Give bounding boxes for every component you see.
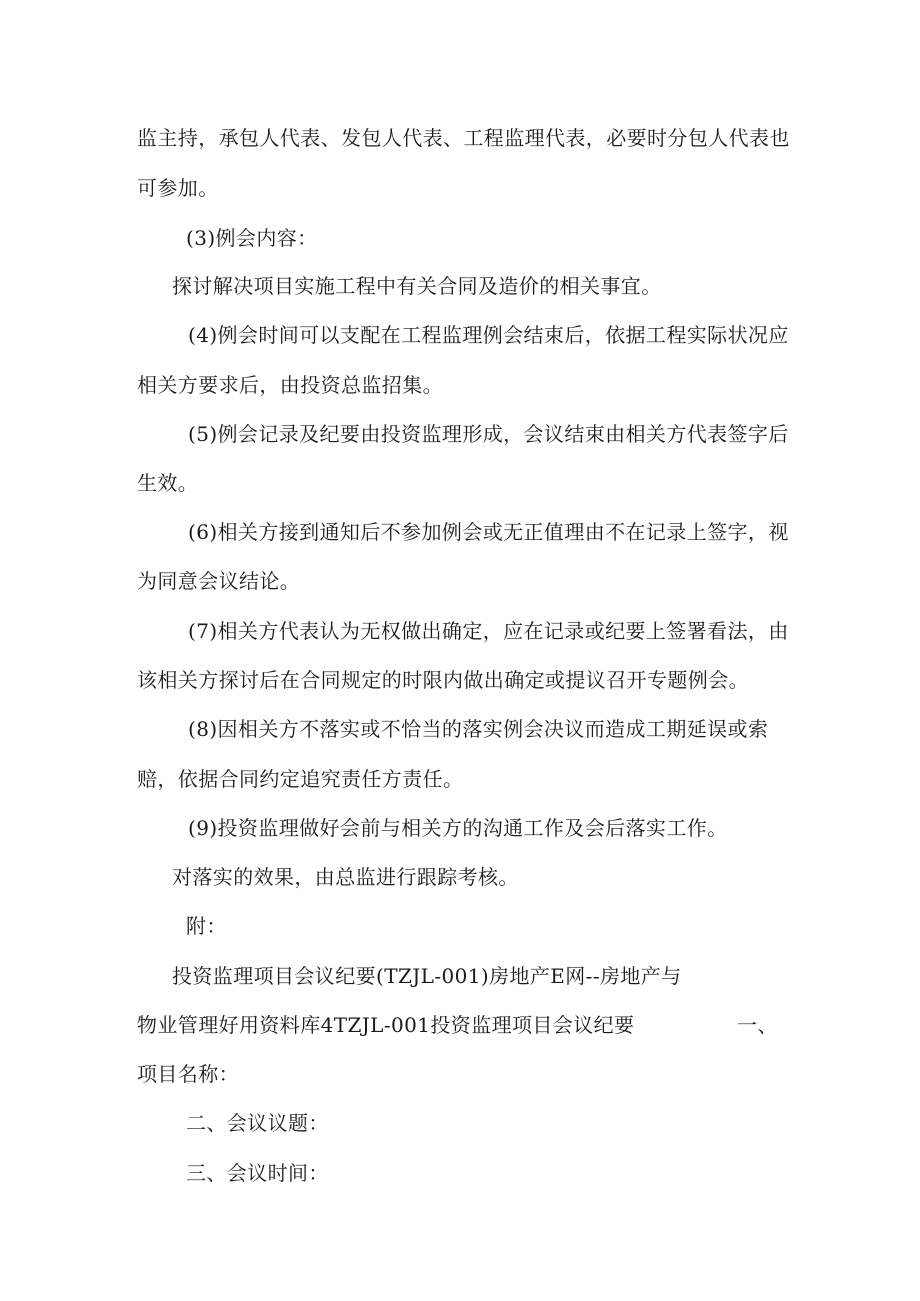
appendix-title-line: 投资监理项目会议纪要(TZJL-001)房地产E网--房地产与 — [172, 964, 682, 988]
section-heading: 三、会议时间： — [186, 1161, 329, 1185]
body-line: 可参加。 — [137, 176, 219, 200]
list-item-heading: (3)例会内容： — [186, 226, 318, 250]
list-item: (9)投资监理做好会前与相关方的沟通工作及会后落实工作。 — [188, 816, 728, 840]
body-line: 监主持，承包人代表、发包人代表、工程监理代表，必要时分包人代表也 — [137, 126, 790, 150]
list-item: (8)因相关方不落实或不恰当的落实例会决议而造成工期延误或索 — [188, 717, 769, 741]
body-line: 相关方要求后，由投资总监招集。 — [137, 373, 443, 397]
body-line: 该相关方探讨后在合同规定的时限内做出确定或提议召开专题例会。 — [137, 668, 749, 692]
section-heading: 项目名称： — [137, 1062, 239, 1086]
body-line: 探讨解决项目实施工程中有关合同及造价的相关事宜。 — [172, 274, 662, 298]
body-line: 对落实的效果，由总监进行跟踪考核。 — [172, 865, 519, 889]
appendix-title-line: 物业管理好用资料库4TZJL-001投资监理项目会议纪要 — [137, 1013, 635, 1037]
section-number: 一、 — [737, 1013, 778, 1037]
body-line: 生效。 — [137, 471, 199, 495]
body-line: 为同意会议结论。 — [137, 569, 301, 593]
list-item: (4)例会时间可以支配在工程监理例会结束后，依据工程实际状况应 — [188, 323, 789, 347]
section-heading: 二、会议议题： — [186, 1111, 329, 1135]
appendix-label: 附： — [186, 914, 227, 938]
list-item: (5)例会记录及纪要由投资监理形成，会议结束由相关方代表签字后 — [188, 422, 789, 446]
list-item: (6)相关方接到通知后不参加例会或无正值理由不在记录上签字，视 — [188, 520, 789, 544]
body-line: 赔，依据合同约定追究责任方责任。 — [137, 767, 464, 791]
list-item: (7)相关方代表认为无权做出确定，应在记录或纪要上签署看法，由 — [188, 619, 789, 643]
